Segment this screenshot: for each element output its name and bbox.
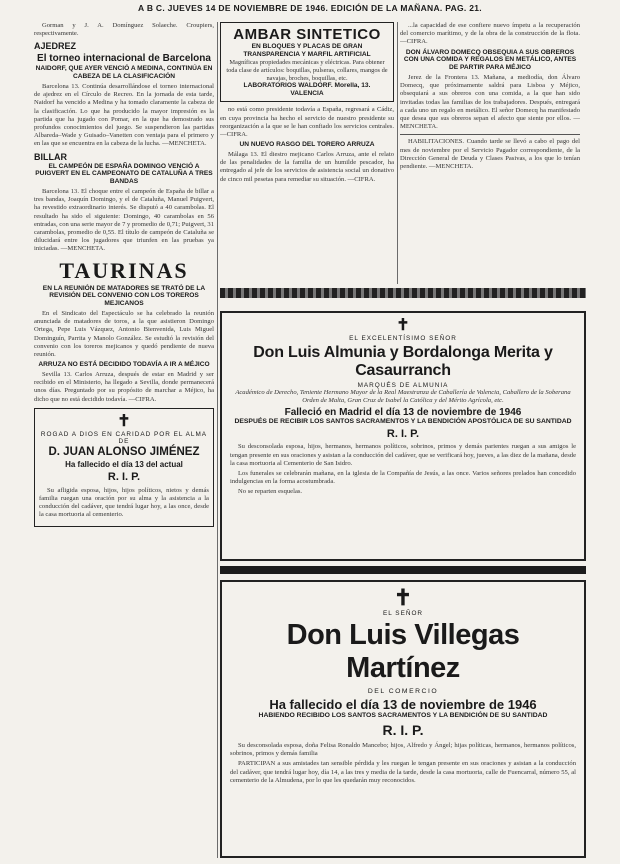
arruza-body: Sevilla 13. Carlos Arruza, después de estar en Madrid y ser recibido en el Ministerio, ha llegado a Sevilla, donde permanecerá unos días. Preguntado por su propósito de marchar a Méjico, ha dicho que no está decidido todavía. —CIFRA. xyxy=(34,371,214,403)
ad-line-1: EN BLOQUES Y PLACAS DE GRAN xyxy=(251,43,363,50)
right-column xyxy=(400,22,580,287)
obituary-2-rip: R. I. P. xyxy=(382,722,424,738)
obituary-1-fall: Falleció en Madrid el día 13 de noviembre de 1946 xyxy=(284,407,522,419)
obituary-2-pre: EL SEÑOR xyxy=(382,610,424,617)
ad-line-2: TRANSPARENCIA Y MARFIL ARTIFICIAL xyxy=(243,51,371,58)
obituary-2-sub: DEL COMERCIO xyxy=(367,688,439,695)
obituary-2-fall: Ha fallecido el día 13 de noviembre de 1946 xyxy=(269,697,537,712)
right-text-1: ...la capacidad de ese confiere nuevo ímpetu a la recuperación del comercio marítimo, y de la obra de la construcción de la flota. —CIFRA. xyxy=(400,22,580,46)
left-intro: Gorman y J. A. Domínguez Solaeche. Croupiers, respectivamente. xyxy=(34,22,214,38)
section-ajedrez: AJEDREZ xyxy=(34,41,77,52)
torneo-body: Barcelona 13. Continúa desarrollándose el torneo internacional de ajedrez en el Círculo de Recreo. En la jornada de esta tarde, Naidorf ha vencido a Medina y ha tomado claramente la cabeza de la clasificación. Lo que ha producido la mayor impresión es la partida que ha jugado con Pomar, en la que ha demostrado sus profundos conocimientos del juego. Se suspendieron las partidas Albareda–Wade y Guisado–Vanetten con ventaja para el primero y en las que se encuentra en la cabeza de la lucha. —MENCHETA. xyxy=(34,83,214,148)
obituary-1-body-2: Los funerales se celebrarán mañana, en la iglesia de la Compañía de Jesús, a las once. Varios señores prelados han concedido indulgencias en la forma acostumbrada. xyxy=(230,470,576,486)
obituary-1-body-1: Su desconsolada esposa, hijos, hermanos, hermanos políticos, sobrinos, primos y demás parientes ruegan a sus amigos le tengan presente en sus oraciones y asistan a la conducción del cadáver, que se verificará hoy, jueves, a las diez de la mañana, desde la casa mortuoria al Cementerio de San Isidro. xyxy=(230,443,576,467)
taurinas-subhead: EN LA REUNIÓN DE MATADORES SE TRATÓ DE LA REVISIÓN DEL CONVENIO CON LOS TOREROS MEJICANOS xyxy=(42,284,206,308)
mourning-band-bottom xyxy=(220,566,586,574)
ad-body: Magníficas propiedades mecánicas y eléctricas. Para obtener toda clase de artículos: boquillas, pulseras, collares, mangos de navajas, broches, boquillas, etc. xyxy=(226,59,388,82)
cross-icon: ✝ xyxy=(393,585,413,610)
obituary-2-name: Don Luis Villegas Martínez xyxy=(286,619,520,684)
torneo-headline: El torneo internacional de Barcelona xyxy=(37,53,211,65)
ambar-advertisement xyxy=(220,22,394,102)
arruza-subhead: ARRUZA NO ESTÁ DECIDIDO TODAVÍA A IR A MÉJICO xyxy=(38,361,210,369)
cross-icon: ✝ xyxy=(396,317,410,334)
billar-subhead: EL CAMPEÓN DE ESPAÑA DOMINGO VENCIÓ A PUIGVERT EN EL CAMPEONATO DE CATALUÑA A TRES BANDAS xyxy=(35,162,213,186)
small-obituary xyxy=(34,408,214,527)
small-obituary-pre: ROGAD A DIOS EN CARIDAD POR EL ALMA DE xyxy=(40,430,208,445)
left-column xyxy=(34,22,214,858)
domecq-subhead: DON ÁLVARO DOMECQ OBSEQUIA A SUS OBREROS CON UNA COMIDA Y REGALOS EN METÁLICO, ANTES DE PARTIR PARA MÉJICO xyxy=(403,48,577,72)
cross-icon: ✝ xyxy=(117,412,131,430)
small-obituary-name: D. JUAN ALONSO JIMÉNEZ xyxy=(48,445,200,458)
domecq-body: Jerez de la Frontera 13. Mañana, a mediodía, don Álvaro Domecq, que próximamente saldrá para Lisboa y Méjico, obsequiará a sus obreros con una comida, a la que han sido invitadas todas las familias de los trabajadores. Después, entregará a cada uno un regalo en metálico. El señor Domecq ha manifestado que desea que sus obreros sepan el afecto que siente por ellos. —MENCHETA. xyxy=(400,74,580,131)
obituary-almunia xyxy=(220,311,586,561)
small-obituary-body: Su afligida esposa, hijos, hijos políticos, nietos y demás familia ruegan una oración por su alma y la asistencia a la conducción del cadáver, que tendrá lugar hoy, a las once, desde la casa mortuoria al cementerio. xyxy=(39,486,209,519)
obituary-1-rip: R. I. P. xyxy=(386,428,420,441)
obituary-1-title: MARQUÉS DE ALMUNIA xyxy=(357,382,449,389)
section-taurinas: TAURINAS xyxy=(59,257,189,283)
obituary-2-rec: HABIENDO RECIBIDO LOS SANTOS SACRAMENTOS Y LA BENDICIÓN DE SU SANTIDAD xyxy=(258,712,548,719)
column-rule-left xyxy=(217,22,218,858)
small-obituary-fall: Ha fallecido el día 13 del actual xyxy=(65,459,183,469)
ad-laboratory: LABORATORIOS WALDORF. Morella, 13. xyxy=(243,82,371,90)
middle-column xyxy=(220,22,394,277)
torneo-subhead: NAIDORF, QUE AYER VENCIÓ A MEDINA, CONTINÚA EN CABEZA DE LA CLASIFICACIÓN xyxy=(35,65,213,81)
column-rule-right xyxy=(397,22,398,284)
obituary-1-rec: DESPUÉS DE RECIBIR LOS SANTOS SACRAMENTOS Y LA BENDICIÓN APOSTÓLICA DE SU SANTIDAD xyxy=(234,418,572,426)
habilitaciones-notice: HABILITACIONES. Cuando tarde se llevó a cabo el pago del mes de noviembre por el Servicio Pagador correspondiente, de la Dirección General de Deuda y Clases Pasivas, a los que lo tenían pendiente. —MENCHETA. xyxy=(400,138,580,171)
obituary-2-body-2: PARTICIPAN a sus amistades tan sensible pérdida y les ruegan le tengan presente en sus oraciones y asistan a la conducción del cadáver, que tendrá lugar hoy, día 14, a las tres y media de la tarde, desde la casa mortuoria, calle de Fuencarral, número 55, al cementerio de la Almudena, por lo que les quedarán muy reconocidos. xyxy=(230,760,576,784)
obituary-1-name: Don Luis Almunia y Bordalonga Merita y Casaurranch xyxy=(253,344,553,379)
obituary-villegas xyxy=(220,580,586,858)
mid-arruza-headline: UN NUEVO RASGO DEL TORERO ARRUZA xyxy=(239,141,375,149)
section-billar: BILLAR xyxy=(34,151,67,162)
mid-arruza-body: Málaga 13. El diestro mejicano Carlos Arruza, ante el relato de las penalidades de la familia de un humilde pescador, ha entregado al jefe de los servicios de asistencia social un donativo de cinco mil pesetas para remediar su situación. —CIFRA. xyxy=(220,151,394,183)
obituary-2-body-1: Su desconsolada esposa, doña Felisa Ronaldo Mancebo; hijos, Alfredo y Ángel; hijas políticas, hermanos, hermanos políticos, sobrinos, primos y demás familia xyxy=(230,742,576,758)
obituary-1-footer: No se reparten esquelas. xyxy=(238,488,303,496)
mid-text-1: no está como presidente todavía a España, regresará a Cádiz, en cuya provincia ha hecho el servicio de nuestro presidente su reorganización a la que se le han confiado los servicios centrales. —CIFRA. xyxy=(220,106,394,138)
taurinas-body: En el Sindicato del Espectáculo se ha celebrado la reunión anunciada de matadores de toros, a la que asistieron Domingo Ortega, Pepe Luis Vázquez, Antonio Bienvenida, Luis Miguel Dominguín, Parrita y Manolo González. Se estudió la revisión del convenio con los toreros mejicanos y quedó pendiente de nueva reunión. xyxy=(34,310,214,359)
right-divider xyxy=(400,134,580,135)
ad-city: VALENCIA xyxy=(290,90,324,98)
obituary-1-pre: EL EXCELENTÍSIMO SEÑOR xyxy=(349,335,457,342)
running-head: A B C. JUEVES 14 DE NOVIEMBRE DE 1946. EDICIÓN DE LA MAÑANA. PAG. 21. xyxy=(138,3,482,13)
small-obituary-rip: R. I. P. xyxy=(107,470,141,483)
ad-title: AMBAR SINTETICO xyxy=(233,26,381,43)
billar-body: Barcelona 13. El choque entre el campeón de España de billar a tres bandas, Joaquín Domingo, y el de Cataluña, Manuel Puigvert, ha revestido extraordinario interés. Se disputó a 40 carambolas. El resultado ha sido el siguiente: Domingo, 40 carambolas en 56 entradas, con una serie mayor de 7 y promedio de 0,71; Puigvert, 31 carambolas, promedio de 0,55. El título de campeón de Cataluña se dilucidará entre los jugadores que triunfen en las pruebas ya iniciadas. —MENCHETA. xyxy=(34,188,214,253)
obituary-1-honors: Académico de Derecho, Teniente Hermano Mayor de la Real Maestranza de Caballería de Valencia, Caballero de la Soberana Orden de Malta, Gran Cruz de Isabel la Católica y del Mérito Agrícola, etc. xyxy=(235,389,571,405)
mourning-band-top xyxy=(220,288,586,298)
